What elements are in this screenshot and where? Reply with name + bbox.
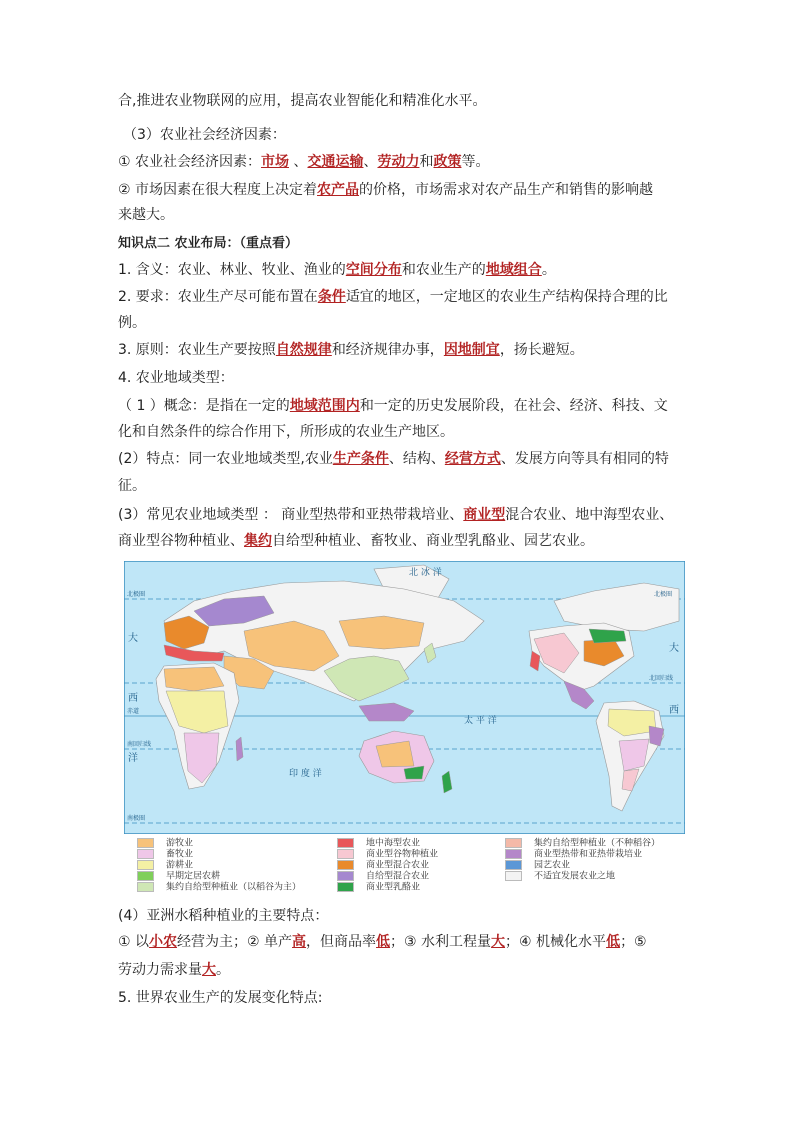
legend-item <box>337 882 420 893</box>
label-lat-tropic-s: 南回归线 <box>127 741 152 748</box>
text-seg: 1. 含义：农业、林业、牧业、渔业的 <box>118 262 346 278</box>
text-seg: (3）常见农业地域类型 ： 商业型热带和亚热带栽培业、 <box>118 507 464 523</box>
keyword: 商业型 <box>463 507 506 523</box>
text-seg: 和 <box>419 154 434 170</box>
label-lat-antarctic: 南极圈 <box>127 815 146 822</box>
keyword: 集约 <box>244 533 272 549</box>
label-arctic: 北 冰 洋 <box>409 568 442 578</box>
legend-swatch <box>137 871 154 881</box>
legend-label: 游牧业 <box>166 838 194 849</box>
legend-item <box>337 860 429 871</box>
text-line-3 <box>118 152 489 172</box>
text-seg: 适宜的地区，一定地区的农业生产结构保持合理的比 <box>345 289 668 305</box>
text-seg: 、发展方向等具有相同的特 <box>500 451 669 467</box>
text-line-7 <box>118 260 556 280</box>
legend-swatch <box>137 849 154 859</box>
keyword: 自然规律 <box>275 342 332 358</box>
keyword: 政策 <box>433 154 462 170</box>
keyword: 市场 <box>261 154 290 170</box>
label-lat-tropic-n: 北回归线 <box>649 675 674 682</box>
text-seg: ① 农业社会经济因素： <box>118 154 262 170</box>
text-seg: 劳动力需求量 <box>118 962 202 978</box>
legend-item <box>337 849 438 860</box>
keyword: 地域组合 <box>485 262 542 278</box>
legend-label: 集约自给型种植业（不种稻谷） <box>534 838 661 849</box>
legend-swatch <box>137 860 154 870</box>
label-lat-arctic-right: 北极圈 <box>654 591 673 598</box>
keyword: 低 <box>606 934 621 950</box>
keyword: 高 <box>292 934 307 950</box>
map-legend <box>137 838 697 898</box>
legend-swatch <box>337 871 354 881</box>
legend-label: 早期定居农耕 <box>166 871 221 882</box>
legend-swatch <box>505 838 522 848</box>
text-line-10 <box>118 340 584 360</box>
legend-item <box>505 860 570 871</box>
keyword: 交通运输 <box>307 154 364 170</box>
text-seg: ；③ 水利工程量 <box>390 934 492 950</box>
legend-swatch <box>337 860 354 870</box>
keyword: 生产条件 <box>332 451 389 467</box>
label-pacific: 太 平 洋 <box>464 716 497 726</box>
text-seg: 、 <box>363 154 378 170</box>
legend-item <box>137 838 193 849</box>
text-seg: 的价格，市场需求对农产品生产和销售的影响越 <box>359 182 654 198</box>
legend-swatch <box>337 882 354 892</box>
world-agriculture-map <box>124 561 685 834</box>
text-line-14 <box>118 449 669 469</box>
label-indian: 印 度 洋 <box>289 769 322 779</box>
legend-item <box>337 871 429 882</box>
legend-swatch <box>337 838 354 848</box>
legend-swatch <box>505 849 522 859</box>
legend-label: 商业型乳酪业 <box>366 882 421 893</box>
legend-label: 自给型混合农业 <box>366 871 430 882</box>
region-nomadic-australia <box>376 741 414 767</box>
legend-item <box>137 849 193 860</box>
keyword: 大 <box>202 962 216 978</box>
text-seg: ，但商品率 <box>306 934 377 950</box>
legend-label: 畜牧业 <box>166 849 194 860</box>
region-nomadic-mongolia <box>339 616 424 649</box>
keyword: 大 <box>491 934 506 950</box>
text-seg: 商业型谷物种植业、 <box>118 533 244 549</box>
legend-label: 不适宜发展农业之地 <box>534 871 616 882</box>
legend-item <box>337 838 420 849</box>
keyword: 经营方式 <box>444 451 501 467</box>
text-line-20 <box>118 960 230 980</box>
text-line-16 <box>118 505 673 525</box>
legend-label: 园艺农业 <box>534 860 571 871</box>
text-line-1: 合,推进农业物联网的应用，提高农业智能化和精准化水平。 <box>118 93 487 109</box>
text-line-15: 征。 <box>118 478 146 494</box>
text-seg: ；⑤ <box>620 934 647 950</box>
legend-item <box>505 871 615 882</box>
text-seg: 和农业生产的 <box>401 262 486 278</box>
text-seg: （ 1 ）概念：是指在一定的 <box>118 398 290 414</box>
text-seg: 混合农业、地中海型农业、 <box>505 507 674 523</box>
keyword: 条件 <box>317 289 346 305</box>
text-line-21: 5. 世界农业生产的发展变化特点: <box>118 990 323 1006</box>
legend-item <box>137 882 301 893</box>
label-atlantic-e2: 西 <box>669 705 679 716</box>
legend-label: 游耕业 <box>166 860 194 871</box>
keyword: 地域范围内 <box>289 398 360 414</box>
text-seg: 。 <box>216 962 230 978</box>
text-seg: 、结构、 <box>388 451 445 467</box>
legend-label: 商业型混合农业 <box>366 860 430 871</box>
legend-swatch <box>137 838 154 848</box>
text-line-18: (4）亚洲水稻种植业的主要特点： <box>118 908 329 924</box>
label-lat-equator: 赤道 <box>127 708 140 715</box>
region-dairy-na <box>589 629 626 643</box>
text-seg: 2. 要求：农业生产尽可能布置在 <box>118 289 318 305</box>
text-seg: 3. 原则：农业生产要按照 <box>118 342 276 358</box>
text-line-4 <box>118 180 653 200</box>
legend-item <box>505 849 642 860</box>
text-line-8 <box>118 287 668 307</box>
legend-label: 集约自给型种植业（以稻谷为主） <box>166 882 302 893</box>
legend-swatch <box>337 849 354 859</box>
section-heading: 知识点二 农业布局：（重点看） <box>118 236 299 251</box>
keyword: 低 <box>376 934 391 950</box>
text-line-2: （3）农业社会经济因素： <box>123 127 286 143</box>
text-seg: ① 以 <box>118 934 150 950</box>
legend-swatch <box>505 871 522 881</box>
text-seg: 和一定的历史发展阶段，在社会、经济、科技、文 <box>359 398 668 414</box>
legend-item <box>137 871 220 882</box>
text-seg: 、 <box>289 154 308 170</box>
label-atlantic-e1: 大 <box>669 643 679 654</box>
keyword: 劳动力 <box>377 154 420 170</box>
text-line-17 <box>118 531 594 551</box>
text-seg: 自给型种植业、畜牧业、商业型乳酪业、园艺农业。 <box>272 533 594 549</box>
label-atlantic-w1: 大 <box>128 633 138 644</box>
text-line-11: 4. 农业地域类型： <box>118 370 234 386</box>
keyword: 空间分布 <box>345 262 402 278</box>
text-seg: (2）特点：同一农业地域类型,农业 <box>118 451 333 467</box>
label-atlantic-w3: 洋 <box>128 753 138 764</box>
legend-label: 商业型谷物种植业 <box>366 849 439 860</box>
region-nomadic-sahara <box>164 667 224 691</box>
keyword: 因地制宜 <box>443 342 500 358</box>
text-seg: 等。 <box>461 154 490 170</box>
legend-item <box>505 838 660 849</box>
text-seg: 和经济规律办事， <box>331 342 444 358</box>
text-seg: 。 <box>541 262 556 278</box>
legend-swatch <box>505 860 522 870</box>
text-line-19 <box>118 932 647 952</box>
text-line-12 <box>118 396 668 416</box>
label-lat-arctic: 北极圈 <box>127 591 146 598</box>
text-seg: ；④ 机械化水平 <box>505 934 607 950</box>
text-seg: ② 市场因素在很大程度上决定着 <box>118 182 318 198</box>
legend-item <box>137 860 193 871</box>
keyword: 农产品 <box>317 182 360 198</box>
text-line-9: 例。 <box>118 315 146 331</box>
keyword: 小农 <box>149 934 178 950</box>
label-atlantic-w2: 西 <box>128 693 138 704</box>
legend-swatch <box>137 882 154 892</box>
legend-label: 地中海型农业 <box>366 838 421 849</box>
text-seg: ，扬长避短。 <box>499 342 584 358</box>
text-line-5: 来越大。 <box>118 207 174 223</box>
legend-label: 商业型热带和亚热带栽培业 <box>534 849 643 860</box>
text-line-13: 化和自然条件的综合作用下，所形成的农业生产地区。 <box>118 424 454 440</box>
text-seg: 经营为主；② 单产 <box>177 934 293 950</box>
